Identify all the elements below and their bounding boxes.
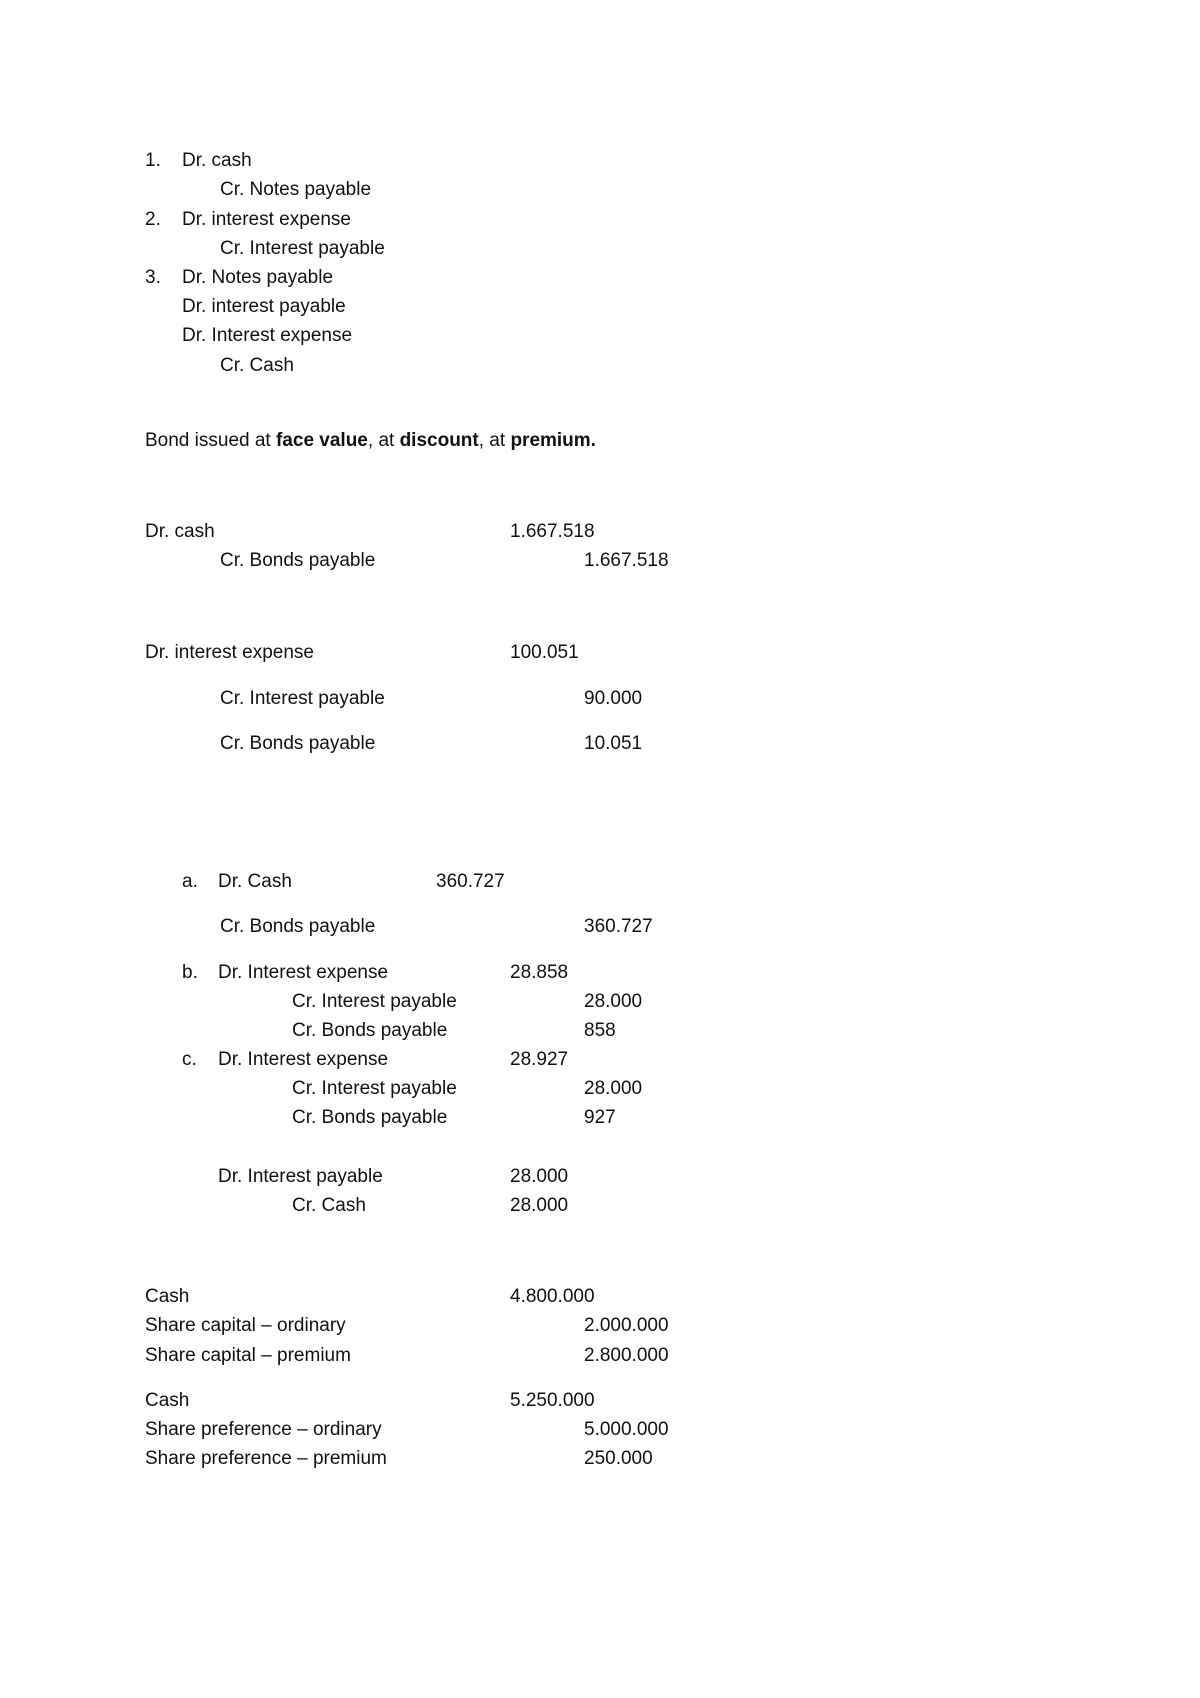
list1-item3-debit-3: Dr. Interest expense (182, 325, 353, 346)
preference-cash-amount: 5.250.000 (510, 1390, 595, 1411)
part-b-debit-amount: 28.858 (510, 962, 569, 983)
part-b-credit2-label: Cr. Bonds payable (292, 1020, 448, 1041)
ordinary-capital-amount: 2.000.000 (584, 1315, 669, 1336)
part-c-debit-label: Dr. Interest expense (218, 1049, 389, 1070)
list1-item1-debit: Dr. cash (182, 150, 252, 171)
bond-sentence-part-2: , at (367, 430, 400, 451)
part-b-credit1-amount: 28.000 (584, 991, 643, 1012)
interest-credit1-amount: 90.000 (584, 688, 643, 709)
bond-sentence-part-3: , at (478, 430, 511, 451)
list1-item3-credit: Cr. Cash (220, 355, 294, 376)
part-b-credit1-label: Cr. Interest payable (292, 991, 457, 1012)
issue-credit-label: Cr. Bonds payable (220, 550, 376, 571)
bond-sentence-face-value: face value (275, 430, 368, 451)
part-c-debit-amount: 28.927 (510, 1049, 569, 1070)
ordinary-premium-amount: 2.800.000 (584, 1345, 669, 1366)
interest-credit1-label: Cr. Interest payable (220, 688, 385, 709)
list1-item3-debit-1: Dr. Notes payable (182, 267, 334, 288)
list-number-2: 2. (145, 209, 161, 230)
part-a-credit-amount: 360.727 (584, 916, 653, 937)
issue-debit-label: Dr. cash (145, 521, 215, 542)
part-c-marker: c. (182, 1049, 197, 1070)
part-a-marker: a. (182, 871, 198, 892)
list1-item1-credit: Cr. Notes payable (220, 179, 372, 200)
preference-cash-label: Cash (145, 1390, 190, 1411)
part-c-credit1-label: Cr. Interest payable (292, 1078, 457, 1099)
preference-premium-label: Share preference – premium (145, 1448, 387, 1469)
part-c-credit2-amount: 927 (584, 1107, 616, 1128)
ordinary-cash-label: Cash (145, 1286, 190, 1307)
list1-item2-debit: Dr. interest expense (182, 209, 351, 230)
bond-sentence-discount: discount (399, 430, 479, 451)
part-c-credit2-label: Cr. Bonds payable (292, 1107, 448, 1128)
part-a-credit-label: Cr. Bonds payable (220, 916, 376, 937)
list1-item3-debit-2: Dr. interest payable (182, 296, 346, 317)
issue-debit-amount: 1.667.518 (510, 521, 595, 542)
ordinary-cash-amount: 4.800.000 (510, 1286, 595, 1307)
part-b-credit2-amount: 858 (584, 1020, 616, 1041)
interest-debit-amount: 100.051 (510, 642, 579, 663)
preference-capital-label: Share preference – ordinary (145, 1419, 382, 1440)
bond-sentence-part-1: Bond issued at (145, 430, 276, 451)
ordinary-premium-label: Share capital – premium (145, 1345, 351, 1366)
list-number-3: 3. (145, 267, 161, 288)
payment-debit-label: Dr. Interest payable (218, 1166, 383, 1187)
interest-debit-label: Dr. interest expense (145, 642, 314, 663)
ordinary-capital-label: Share capital – ordinary (145, 1315, 346, 1336)
bond-sentence-premium: premium. (510, 430, 596, 451)
preference-capital-amount: 5.000.000 (584, 1419, 669, 1440)
part-b-debit-label: Dr. Interest expense (218, 962, 389, 983)
part-c-credit1-amount: 28.000 (584, 1078, 643, 1099)
payment-debit-amount: 28.000 (510, 1166, 569, 1187)
payment-credit-label: Cr. Cash (292, 1195, 366, 1216)
part-a-debit-amount: 360.727 (436, 871, 505, 892)
list-number-1: 1. (145, 150, 161, 171)
list1-item2-credit: Cr. Interest payable (220, 238, 385, 259)
part-a-debit-label: Dr. Cash (218, 871, 292, 892)
preference-premium-amount: 250.000 (584, 1448, 653, 1469)
part-b-marker: b. (182, 962, 198, 983)
issue-credit-amount: 1.667.518 (584, 550, 669, 571)
interest-credit2-amount: 10.051 (584, 733, 643, 754)
interest-credit2-label: Cr. Bonds payable (220, 733, 376, 754)
payment-credit-amount: 28.000 (510, 1195, 569, 1216)
bond-issue-sentence (145, 430, 596, 452)
